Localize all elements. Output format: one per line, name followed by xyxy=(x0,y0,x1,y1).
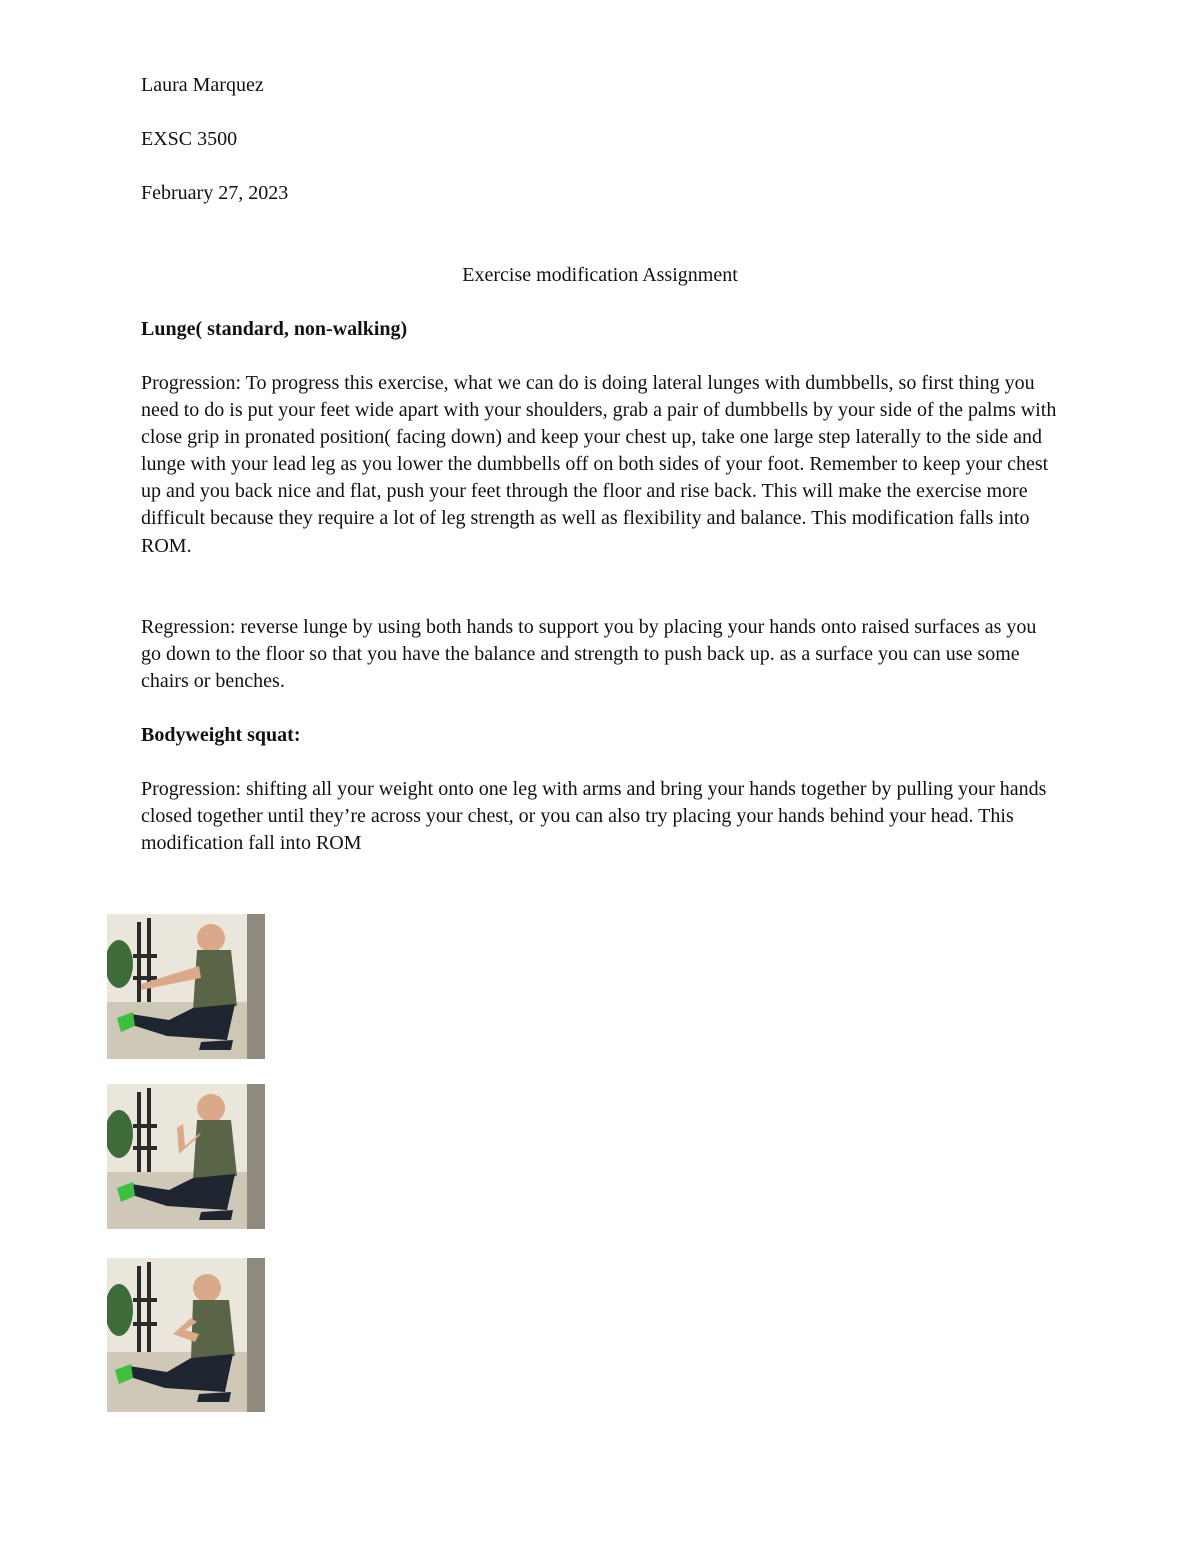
lunge-progression-paragraph: Progression: To progress this exercise, what we can do is doing lateral lunges with dumbbells, so first thing you need to do is put your feet wide apart with your shoulders, grab a pair of dumbbells by your side of the palms with close grip in pronated position( facing down) and keep your chest up, take one large step laterally to the side and lunge with your lead leg as you lower the dumbbells off on both sides of your foot. Remember to keep your chest up and you back nice and flat, push your feet through the floor and rise back. This will make the exercise more difficult because they require a lot of leg strength as well as flexibility and balance. This modification falls into ROM. xyxy=(141,372,1057,557)
author-name: Laura Marquez xyxy=(141,74,264,96)
exercise-photo-1 xyxy=(107,914,265,1059)
course-code: EXSC 3500 xyxy=(141,128,238,150)
exercise-photo-3 xyxy=(107,1258,265,1412)
exercise-photo-strip xyxy=(107,914,278,1412)
squat-hands-chest-image xyxy=(107,1084,265,1229)
squat-progression-paragraph: Progression: shifting all your weight onto one leg with arms and bring your hands together by pulling your hands closed together until they’re across your chest, or you can also try placing your hands behind your head. This modification fall into ROM xyxy=(141,778,1047,855)
squat-arms-forward-image xyxy=(107,914,265,1059)
section-heading-squat: Bodyweight squat: xyxy=(141,724,301,746)
section-heading-lunge: Lunge( standard, non-walking) xyxy=(141,318,408,340)
document-date: February 27, 2023 xyxy=(141,182,289,204)
exercise-photo-2 xyxy=(107,1084,265,1229)
document-title: Exercise modification Assignment xyxy=(462,264,738,286)
squat-hands-head-image xyxy=(107,1258,265,1412)
lunge-regression-paragraph: Regression: reverse lunge by using both hands to support you by placing your hands onto raised surfaces as you go down to the floor so that you have the balance and strength to push back up. as a surface you can use some chairs or benches. xyxy=(141,616,1037,693)
